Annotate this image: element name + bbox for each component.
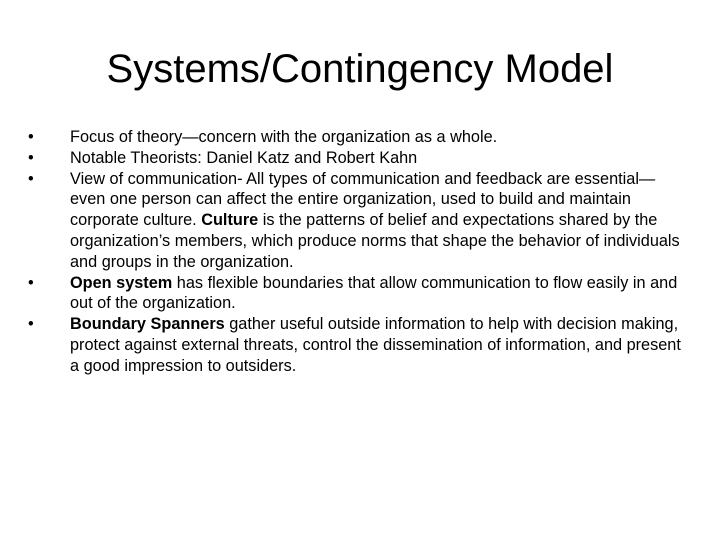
bullet-text-continued: gather useful outside information to help with decision making, protect against external threats, control the dissemination of information, and present a good impression to outsiders. [70,315,681,375]
bullet-marker: • [28,169,34,188]
bullet-item-boundary-spanners [28,314,688,376]
bullet-text: Notable Theorists: Daniel Katz and Robert Kahn [70,148,418,167]
bullet-marker: • [28,315,34,334]
bold-term-open-system: Open system [70,273,173,292]
bullet-text: Focus of theory—concern with the organization as a whole. [70,128,498,146]
bullet-text: View of communication- All types of communication and feedback are essential—even one person can affect the entire organization, used to build and maintain corporate culture. [70,169,656,230]
bullet-item-open-system [28,273,688,315]
bullet-text-continued: is the patterns of belief and expectations shared by the organization’s members, which produce norms that shape the behavior of individuals and groups in the organization. [70,211,680,271]
bullet-item-theorists [28,148,688,169]
bullet-marker: • [28,273,34,292]
bullet-text-continued: has flexible boundaries that allow communication to flow easily in and out of the organization. [70,273,678,313]
bold-term-boundary-spanners: Boundary Spanners [70,315,225,334]
bullet-item-focus [28,127,688,148]
slide-title: Systems/Contingency Model [106,47,614,91]
bullet-item-communication [28,169,688,273]
bullet-marker: • [28,128,34,146]
bullet-marker: • [28,148,34,167]
bold-term-culture: Culture [201,211,259,230]
bullet-list [28,127,688,377]
